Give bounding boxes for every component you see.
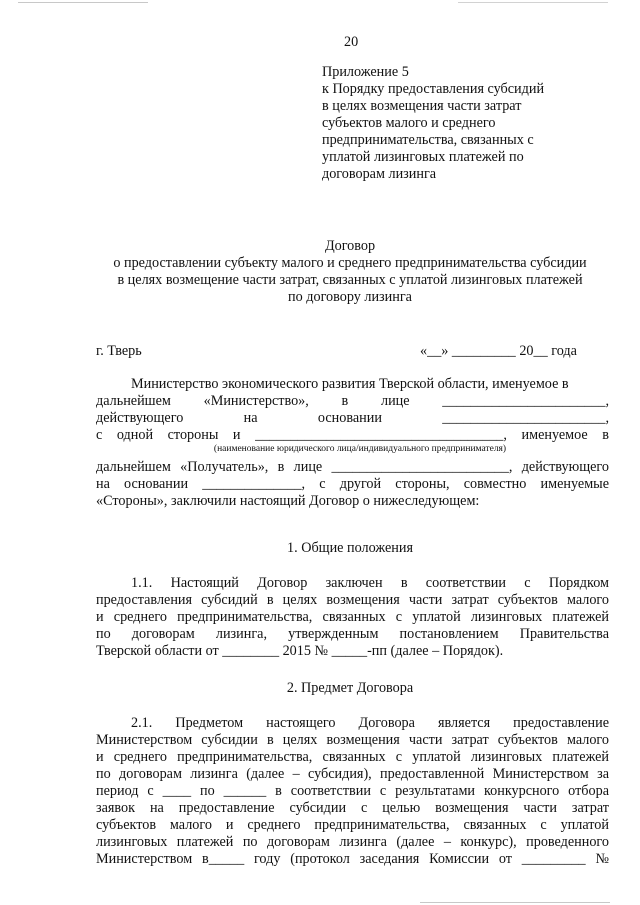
- section-line: лизинговых платежей по договорам лизинга (далее – конкурс), проведенного: [96, 834, 609, 850]
- page-number: 20: [344, 34, 359, 50]
- preamble-line: на основании ______________, с другой стороны, совместно именуемые: [96, 476, 609, 492]
- scan-edge-mark: [18, 2, 148, 3]
- preamble-line: «Стороны», заключили настоящий Договор о нижеследующем:: [96, 493, 480, 509]
- preamble-line: дальнейшем «Министерство», в лице _______________________,: [96, 393, 609, 409]
- appendix-line: Приложение 5: [322, 64, 409, 80]
- contract-place: г. Тверь: [96, 343, 142, 359]
- section-line: и среднего предпринимательства, связанных с уплатой лизинговых платежей: [96, 749, 609, 765]
- title-line: в целях возмещение части затрат, связанных с уплатой лизинговых платежей: [117, 272, 583, 288]
- scan-edge-mark: [458, 2, 608, 3]
- section-line: 1.1. Настоящий Договор заключен в соответствии с Порядком: [131, 575, 609, 591]
- title-line: о предоставлении субъекту малого и среднего предпринимательства субсидии: [113, 255, 587, 271]
- section-line: Тверской области от ________ 2015 № _____-пп (далее – Порядок).: [96, 643, 504, 659]
- section-line: Министерством в_____ году (протокол заседания Комиссии от _________ №: [96, 851, 609, 867]
- section-line: по договорам лизинга, утвержденным постановлением Правительства: [96, 626, 609, 642]
- section-line: по договорам лизинга (далее – субсидия), предоставленной Министерством за: [96, 766, 609, 782]
- appendix-line: в целях возмещения части затрат: [322, 98, 522, 114]
- field-caption: (наименование юридического лица/индивидуального предпринимателя): [213, 444, 507, 454]
- preamble-line: действующего на основании _______________________,: [96, 410, 609, 426]
- appendix-line: предпринимательства, связанных с: [322, 132, 534, 148]
- appendix-line: договорам лизинга: [322, 166, 437, 182]
- section-heading: 2. Предмет Договора: [286, 680, 414, 696]
- preamble-line: Министерство экономического развития Тверской области, именуемое в: [131, 376, 569, 392]
- appendix-line: к Порядку предоставления субсидий: [322, 81, 545, 97]
- contract-date: «__» _________ 20__ года: [420, 343, 577, 359]
- appendix-line: субъектов малого и среднего: [322, 115, 496, 131]
- scan-edge-mark: [420, 902, 610, 903]
- title-line: по договору лизинга: [288, 289, 412, 305]
- section-line: предоставления субсидий в целях возмещения части затрат субъектов малого: [96, 592, 609, 608]
- title-line: Договор: [324, 238, 376, 254]
- section-line: субъектов малого и среднего предпринимательства, связанных с уплатой: [96, 817, 609, 833]
- section-line: Министерством субсидии в целях возмещения части затрат субъектов малого: [96, 732, 609, 748]
- preamble-line: с одной стороны и ___________________________________, именуемое в: [96, 427, 609, 443]
- section-line: и среднего предпринимательства, связанных с уплатой лизинговых платежей: [96, 609, 609, 625]
- section-heading: 1. Общие положения: [287, 540, 413, 556]
- appendix-line: уплатой лизинговых платежей по: [322, 149, 524, 165]
- section-line: 2.1. Предметом настоящего Договора является предоставление: [131, 715, 609, 731]
- section-line: заявок на предоставление субсидии с целью возмещения части затрат: [96, 800, 609, 816]
- preamble-line: дальнейшем «Получатель», в лице _________________________, действующего: [96, 459, 609, 475]
- section-line: период с ____ по ______ в соответствии с результатами конкурсного отбора: [96, 783, 609, 799]
